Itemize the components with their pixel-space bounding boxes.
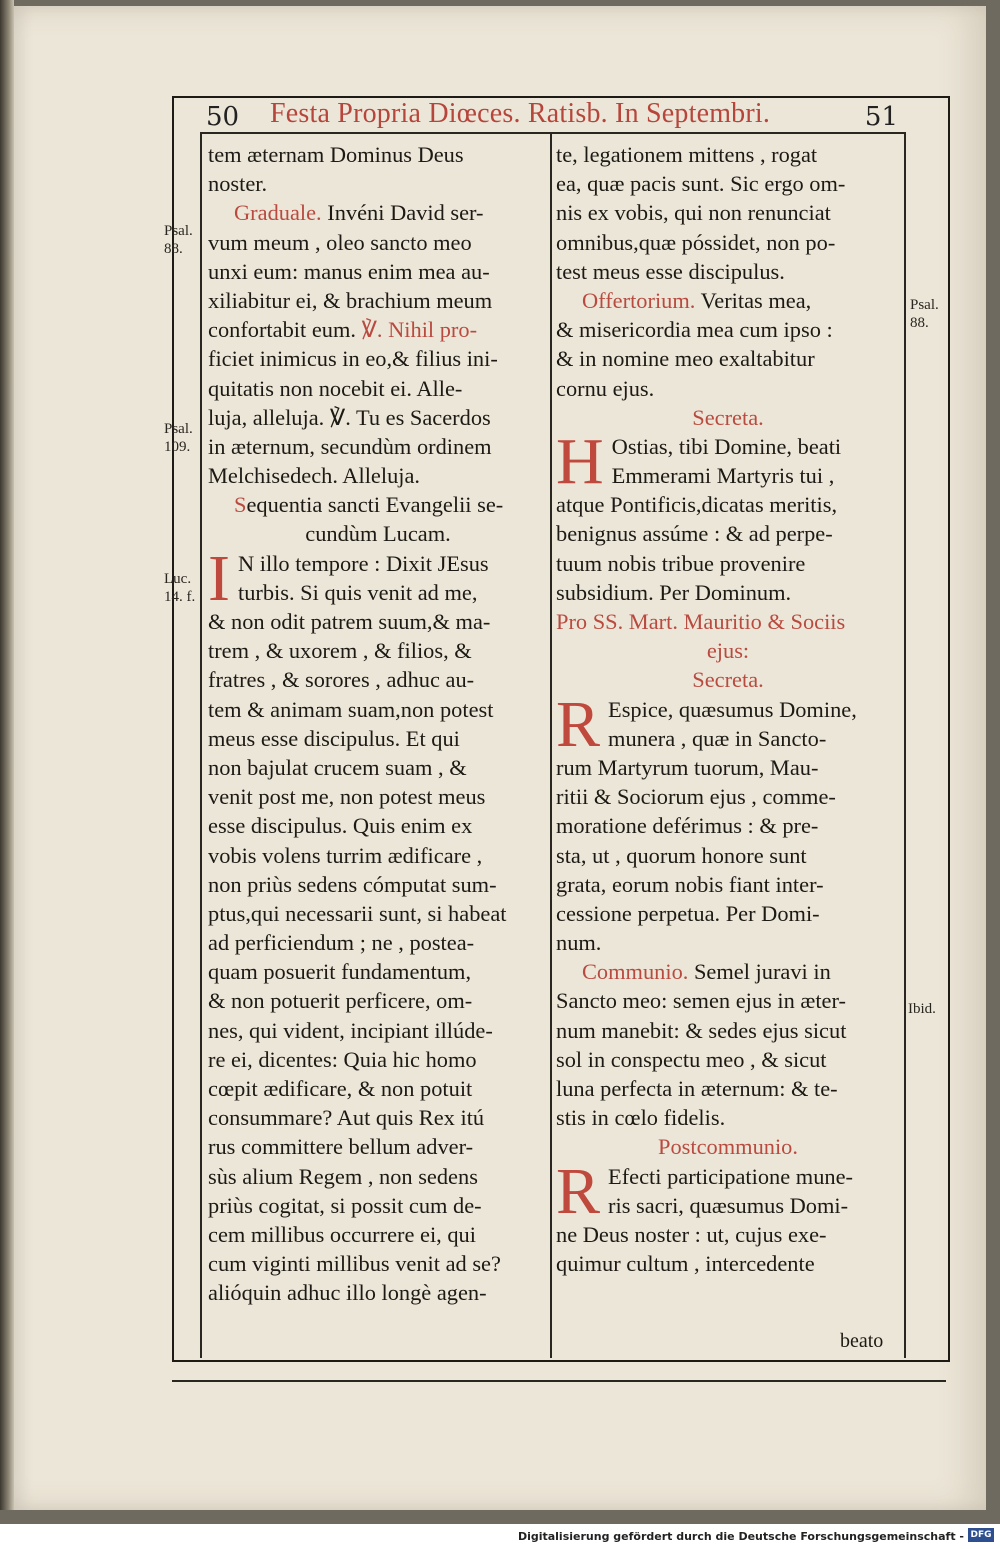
text-span: confortabit eum.	[208, 317, 356, 343]
text-line: quam posuerit fundamentum,	[208, 959, 472, 985]
text-span: Semel juravi in	[693, 959, 831, 985]
text-line: quimur cultum , intercedente	[556, 1251, 815, 1277]
margin-note-ibid: Ibid.	[908, 1001, 936, 1017]
text-line: & in nomine meo exaltabitur	[556, 346, 815, 372]
margin-note-psal109: Psal. 109.	[164, 421, 193, 455]
text-line: & non odit patrem suum,& ma-	[208, 609, 491, 634]
text-line: atque Pontificis,dicatas meritis,	[556, 492, 838, 518]
text-line: tem æternam Dominus Deus	[208, 142, 464, 167]
versicle-span: ℣. Nihil pro-	[361, 317, 478, 343]
sequentia-initial: S	[234, 492, 247, 518]
text-line: re ei, dicentes: Quia hic homo	[208, 1046, 477, 1072]
text-line: & misericordia mea cum ipso :	[556, 317, 833, 343]
text-line	[556, 957, 900, 986]
text-line: in æternum, secundùm ordinem	[208, 433, 492, 459]
text-line: cœpit ædificare, & non potuit	[208, 1076, 473, 1101]
text-line: test meus esse discipulus.	[556, 258, 785, 284]
text-line: quitatis non nocebit ei. Alle-	[208, 375, 463, 401]
text-line: Espice, quæsumus Domine,	[608, 696, 857, 722]
text-line: meus esse discipulus. Et qui	[208, 725, 460, 751]
text-line: ritii & Sociorum ejus , comme-	[556, 784, 836, 810]
text-line: Emmerami Martyris tui ,	[611, 463, 835, 489]
text-line: N illo tempore : Dixit JEsus	[237, 550, 489, 576]
text-line: ad perficiendum ; ne , postea-	[208, 930, 475, 956]
text-line: priùs cogitat, si possit cum de-	[208, 1192, 482, 1218]
footer-bar	[0, 1524, 1000, 1549]
text-line: num.	[556, 930, 602, 956]
text-line	[208, 315, 548, 344]
text-line: ficiet inimicus in eo,& filius ini-	[208, 346, 498, 372]
offertorium-label: Offertorium.	[582, 287, 696, 313]
text-line: xiliabitur ei, & brachium meum	[208, 287, 493, 313]
drop-cap-I: I	[208, 541, 230, 615]
versicle-span: ℣. Tu es Sacerdos	[329, 404, 491, 430]
text-line: non bajulat crucem suam , &	[208, 754, 467, 780]
dfg-logo: DFG	[968, 1528, 994, 1542]
text-line: ne Deus noster : ut, cujus exe-	[556, 1221, 827, 1247]
drop-cap-R: R	[556, 1154, 601, 1228]
text-line: tuum nobis tribue provenire	[556, 550, 806, 576]
text-line: sol in conspectu meo , & sicut	[556, 1046, 827, 1072]
text-line: turbis. Si quis venit ad me,	[237, 579, 478, 605]
pro-ss-heading: Pro SS. Mart. Mauritio & Sociis	[556, 609, 846, 634]
text-line: unxi eum: manus enim mea au-	[208, 258, 490, 284]
page-number-right: 51	[864, 102, 898, 132]
text-line	[208, 198, 548, 227]
text-line: tem & animam suam,non potest	[208, 696, 494, 722]
secreta-heading: Secreta.	[692, 404, 764, 430]
text-line: stis in cœlo fidelis.	[556, 1105, 726, 1131]
text-line: vum meum , oleo sancto meo	[208, 229, 472, 255]
text-line: num manebit: & sedes ejus sicut	[556, 1017, 847, 1043]
book-spine-edge	[0, 0, 14, 1510]
text-line: trem , & uxorem , & filios, &	[208, 638, 472, 664]
margin-note-luc14: Luc. 14. f.	[164, 571, 196, 605]
text-line: ris sacri, quæsumus Domi-	[608, 1192, 849, 1218]
text-span: Invéni David ser-	[327, 200, 484, 226]
gospel-paragraph	[208, 541, 548, 615]
text-line: Ostias, tibi Domine, beati	[611, 433, 842, 459]
text-line: nes, qui vident, incipiant illúde-	[208, 1017, 493, 1043]
text-line: te, legationem mittens , rogat	[556, 142, 818, 167]
text-line: cornu ejus.	[556, 375, 655, 401]
text-line: luna perfecta in æternum: & te-	[556, 1076, 838, 1101]
text-line: non priùs sedens cómputat sum-	[208, 871, 497, 897]
text-line: & non potuerit perficere, om-	[208, 988, 473, 1014]
postcommunio-heading: Postcommunio.	[658, 1134, 798, 1160]
text-line: cem millibus occurrere ei, qui	[208, 1221, 476, 1247]
graduale-label: Graduale.	[234, 200, 322, 226]
text-line: Sancto meo: semen ejus in æter-	[556, 988, 846, 1014]
drop-cap-H: H	[556, 424, 604, 498]
running-title: Festa Propria Diœces. Ratisb. In Septembri.	[270, 98, 771, 129]
text-line: noster.	[208, 171, 268, 197]
catchword: beato	[840, 1330, 884, 1352]
right-column-rule	[904, 132, 906, 1358]
right-column	[556, 140, 900, 1278]
respice-paragraph	[556, 687, 900, 761]
text-line: ptus,qui necessarii sunt, si habeat	[208, 900, 507, 926]
secreta-paragraph	[556, 424, 900, 498]
text-line	[556, 286, 900, 315]
text-line: ejus:	[706, 638, 750, 664]
drop-cap-R: R	[556, 687, 601, 761]
text-line: rus committere bellum adver-	[208, 1134, 474, 1160]
text-line: benignus assúme : & ad perpe-	[556, 521, 833, 547]
text-line: rum Martyrum tuorum, Mau-	[556, 754, 819, 780]
communio-label: Communio.	[582, 959, 689, 985]
text-line: vobis volens turrim ædificare ,	[208, 842, 483, 868]
text-line: nis ex vobis, qui non renunciat	[556, 200, 831, 226]
left-column-rule	[200, 132, 202, 1358]
text-span: Veritas mea,	[700, 287, 812, 313]
text-line: sta, ut , quorum honore sunt	[556, 842, 807, 868]
text-line: cessione perpetua. Per Domi-	[556, 900, 820, 926]
text-line: munera , quæ in Sancto-	[608, 725, 827, 751]
header-rule	[200, 132, 906, 134]
text-line: moratione deférimus : & pre-	[556, 813, 819, 839]
sequentia-heading	[208, 490, 548, 519]
text-line: consummare? Aut quis Rex itú	[208, 1105, 485, 1131]
margin-note-psal88-right: Psal. 88.	[910, 297, 939, 331]
text-line: Efecti participatione mune-	[608, 1163, 853, 1189]
text-line: omnibus,quæ póssidet, non po-	[556, 229, 836, 255]
bottom-rule	[172, 1380, 946, 1382]
text-line: venit post me, non potest meus	[208, 784, 486, 810]
text-line: cundùm Lucam.	[305, 521, 451, 547]
text-line	[208, 403, 548, 432]
page-number-left: 50	[206, 102, 240, 132]
middle-column-rule	[550, 132, 552, 1358]
footer-credit: Digitalisierung gefördert durch die Deutsche Forschungsgemeinschaft -	[517, 1530, 964, 1543]
text-line: cum viginti millibus venit ad se?	[208, 1251, 501, 1277]
text-line: ea, quæ pacis sunt. Sic ergo om-	[556, 171, 846, 197]
text-line: esse discipulus. Quis enim ex	[208, 813, 473, 839]
text-line: subsidium. Per Dominum.	[556, 579, 792, 605]
text-line: alióquin adhuc illo longè agen-	[208, 1280, 487, 1306]
text-span: equentia sancti Evangelii se-	[246, 492, 504, 518]
text-line: grata, eorum nobis fiant inter-	[556, 871, 824, 897]
text-line: Melchisedech. Alleluja.	[208, 463, 421, 489]
left-column	[208, 140, 548, 1308]
secreta-heading: Secreta.	[692, 667, 764, 693]
refecti-paragraph	[556, 1154, 900, 1228]
margin-note-psal88: Psal. 88.	[164, 223, 193, 257]
text-line: sùs alium Regem , non sedens	[208, 1163, 478, 1189]
text-line: fratres , & sorores , adhuc au-	[208, 667, 475, 693]
running-head	[200, 98, 906, 132]
text-span: luja, alleluja.	[208, 404, 325, 430]
